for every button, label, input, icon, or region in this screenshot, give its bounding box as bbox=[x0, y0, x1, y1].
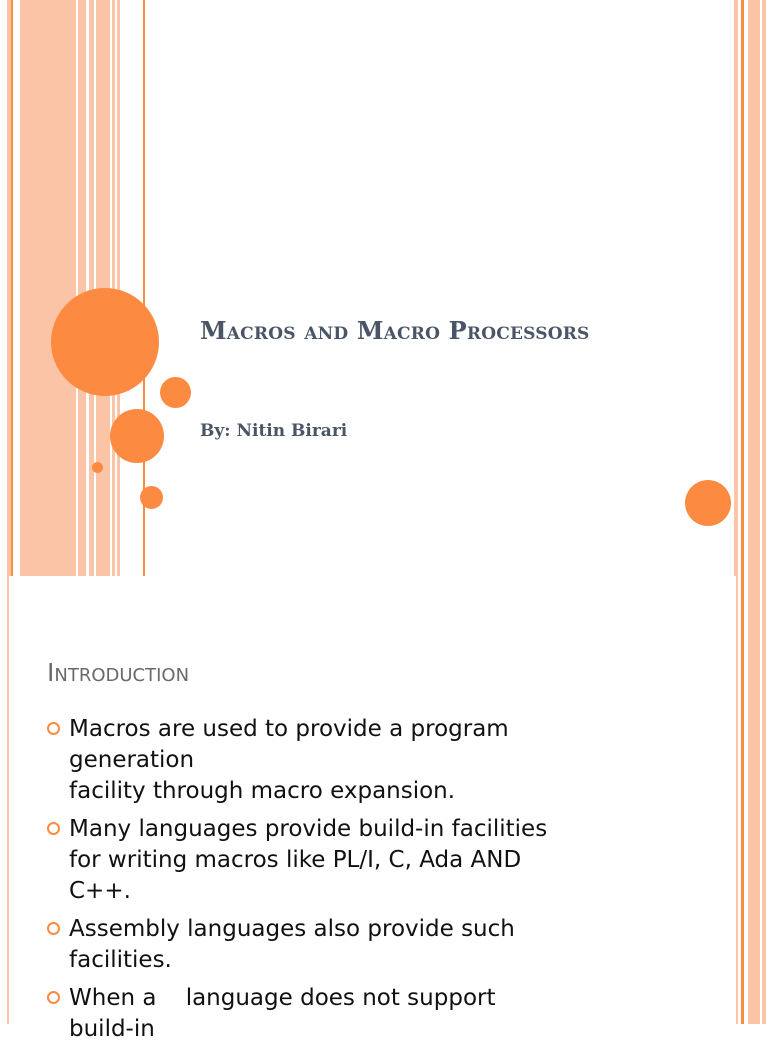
decor-circle bbox=[160, 377, 191, 408]
decor-stripe bbox=[736, 576, 738, 1024]
hollow-circle-bullet-icon bbox=[47, 991, 60, 1004]
list-item bbox=[47, 983, 647, 1045]
bullet-text-line: facility through macro expansion. bbox=[69, 778, 456, 804]
decor-circle bbox=[685, 480, 731, 526]
list-item bbox=[47, 714, 647, 807]
introduction-slide bbox=[0, 576, 768, 1042]
slide-title: Macros and Macro Processors bbox=[200, 316, 590, 345]
list-item bbox=[47, 914, 647, 976]
decor-circle bbox=[51, 288, 159, 396]
decor-stripe bbox=[748, 0, 760, 576]
decor-circle bbox=[92, 462, 103, 473]
decor-circle bbox=[110, 409, 164, 463]
decor-circle bbox=[140, 486, 163, 509]
bullet-text-line: build-in bbox=[69, 1016, 155, 1042]
bullet-text-line: for writing macros like PL/I, C, Ada AND bbox=[69, 847, 522, 873]
bullet-list bbox=[47, 714, 647, 1052]
decor-stripe bbox=[89, 0, 94, 576]
decor-stripe bbox=[78, 0, 86, 576]
bullet-text-line: facilities. bbox=[69, 947, 172, 973]
decor-stripe bbox=[762, 576, 766, 1024]
bullet-text-line: generation bbox=[69, 747, 195, 773]
slide-heading: Introduction bbox=[47, 658, 190, 687]
decor-stripe bbox=[762, 0, 766, 576]
bullet-text-line: Assembly languages also provide such bbox=[69, 916, 515, 942]
slide-subtitle: By: Nitin Birari bbox=[200, 421, 348, 441]
bullet-text-line: When a language does not support bbox=[69, 985, 496, 1011]
bullet-text-line: C++. bbox=[69, 878, 131, 904]
decor-stripe bbox=[117, 0, 120, 576]
decor-stripe bbox=[748, 576, 760, 1024]
hollow-circle-bullet-icon bbox=[47, 722, 60, 735]
hollow-circle-bullet-icon bbox=[47, 922, 60, 935]
decor-stripe bbox=[20, 0, 76, 576]
bullet-text-line: Many languages provide build-in facilities bbox=[69, 816, 548, 842]
hollow-circle-bullet-icon bbox=[47, 822, 60, 835]
decor-stripe bbox=[7, 576, 9, 1024]
decor-stripe bbox=[734, 0, 738, 576]
list-item bbox=[47, 814, 647, 907]
bullet-text-line: Macros are used to provide a program bbox=[69, 716, 509, 742]
decor-stripe bbox=[741, 0, 744, 576]
decor-stripe bbox=[11, 0, 13, 576]
decor-stripe bbox=[741, 576, 744, 1024]
